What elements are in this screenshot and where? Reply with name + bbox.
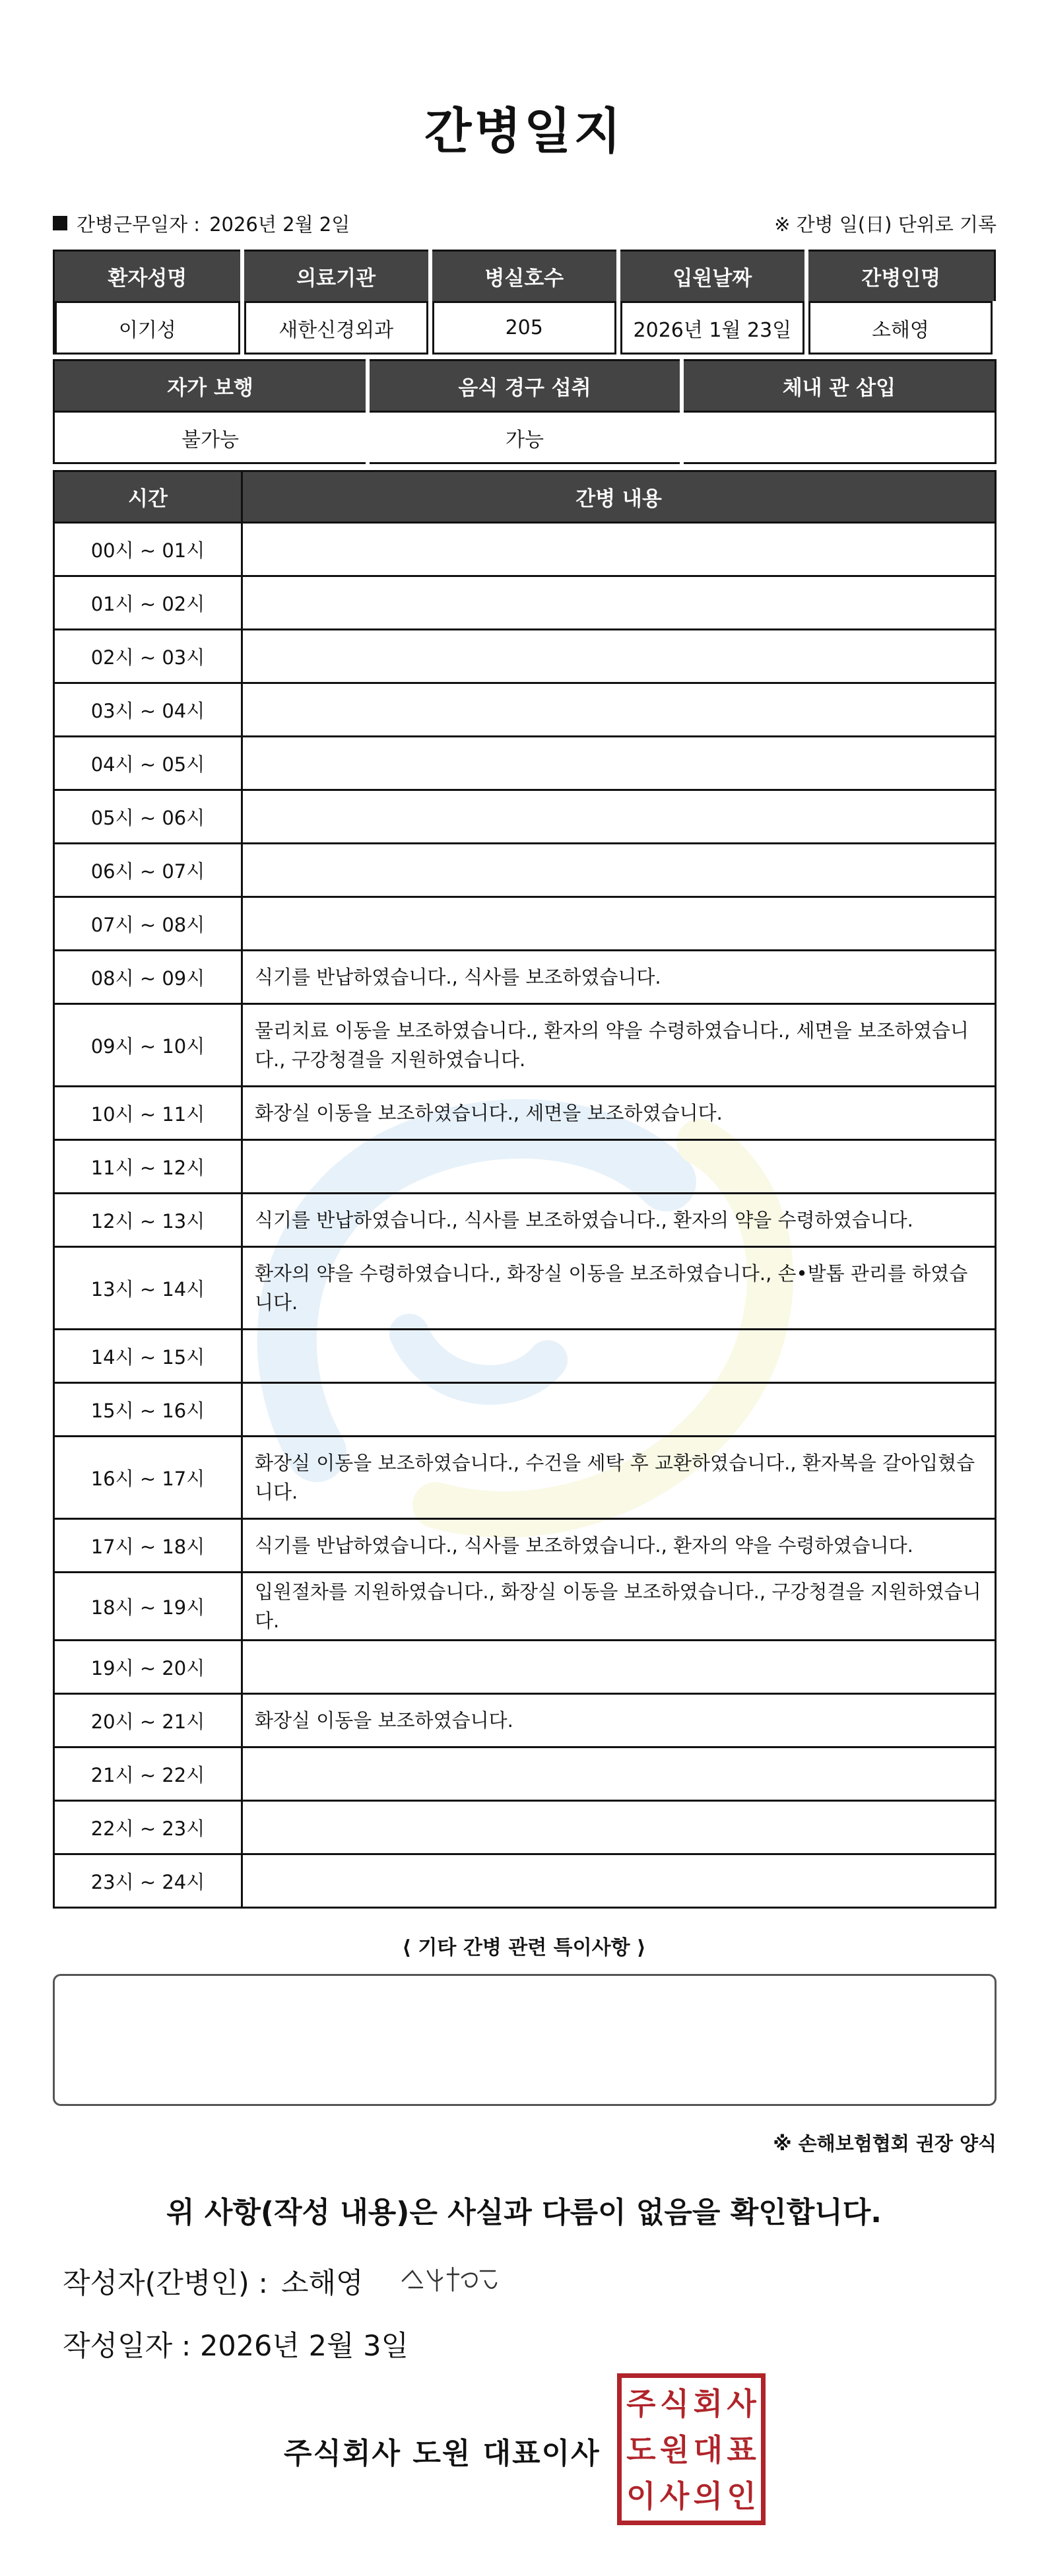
seal-char: 회 <box>693 2386 723 2422</box>
room-number: 205 <box>430 302 618 354</box>
log-content-cell: 화장실 이동을 보조하였습니다., 세면을 보조하였습니다. <box>242 1087 996 1140</box>
table-row <box>54 790 996 844</box>
header-caregiver: 간병인명 <box>806 251 995 302</box>
log-content-cell: 식기를 반납하였습니다., 식사를 보조하였습니다., 환자의 약을 수령하였습니다. <box>242 1194 996 1247</box>
work-date-value: 2026년 2월 2일 <box>209 213 350 236</box>
header-self-walking: 자가 보행 <box>54 360 368 412</box>
log-time-cell: 08시 ~ 09시 <box>54 951 242 1004</box>
seal-char: 주 <box>626 2386 656 2422</box>
writer-name: 소해영 <box>280 2267 364 2300</box>
log-time-cell: 09시 ~ 10시 <box>54 1004 242 1087</box>
header-care-content: 간병 내용 <box>242 471 996 523</box>
log-time-cell: 01시 ~ 02시 <box>54 576 242 630</box>
admission-date: 2026년 1월 23일 <box>618 302 806 354</box>
log-time-cell: 14시 ~ 15시 <box>54 1330 242 1383</box>
seal-char: 대 <box>693 2432 723 2468</box>
hospital-name: 새한신경외과 <box>242 302 430 354</box>
log-content-cell <box>242 630 996 683</box>
header-patient-name: 환자성명 <box>54 251 242 302</box>
table-row <box>54 1694 996 1747</box>
handwritten-signature <box>396 2251 502 2304</box>
table-row <box>54 630 996 683</box>
log-content-cell: 화장실 이동을 보조하였습니다. <box>242 1694 996 1747</box>
meta-row <box>53 210 997 236</box>
tube-insertion-value <box>682 412 996 463</box>
table-row <box>54 523 996 576</box>
written-date-value: 2026년 2월 3일 <box>199 2330 409 2363</box>
table-row <box>54 844 996 897</box>
log-time-cell: 20시 ~ 21시 <box>54 1694 242 1747</box>
seal-char: 사 <box>659 2478 690 2514</box>
log-content-cell: 화장실 이동을 보조하였습니다., 수건을 세탁 후 교환하였습니다., 환자복을 갈아입혔습니다. <box>242 1437 996 1519</box>
log-content-cell <box>242 683 996 737</box>
log-time-cell: 19시 ~ 20시 <box>54 1641 242 1694</box>
confirmation-text: 위 사항(작성 내용)은 사실과 다름이 없음을 확인합니다. <box>166 2196 882 2229</box>
log-time-cell: 18시 ~ 19시 <box>54 1573 242 1641</box>
table-row <box>54 737 996 790</box>
seal-char: 식 <box>659 2386 690 2422</box>
table-row <box>54 1087 996 1140</box>
patient-status-table <box>53 359 997 464</box>
table-row <box>54 576 996 630</box>
caregiver-name: 소해영 <box>806 302 995 354</box>
patient-name: 이기성 <box>54 302 242 354</box>
log-time-cell: 04시 ~ 05시 <box>54 737 242 790</box>
table-row <box>54 897 996 951</box>
log-content-cell <box>242 576 996 630</box>
document-title: 간병일지 <box>424 103 624 160</box>
log-time-cell: 21시 ~ 22시 <box>54 1747 242 1801</box>
company-seal-stamp <box>617 2373 766 2525</box>
header-oral-intake: 음식 경구 섭취 <box>368 360 682 412</box>
table-row <box>54 1140 996 1194</box>
table-row <box>54 1747 996 1801</box>
writer-label: 작성자(간병인) : <box>63 2267 268 2300</box>
header-hospital: 의료기관 <box>242 251 430 302</box>
seal-char: 의 <box>693 2478 723 2514</box>
table-row <box>54 1519 996 1573</box>
log-content-cell <box>242 1641 996 1694</box>
patient-info-table <box>53 250 997 355</box>
unit-note: ※ 간병 일(日) 단위로 기록 <box>774 213 997 236</box>
table-row <box>54 951 996 1004</box>
log-content-cell: 물리치료 이동을 보조하였습니다., 환자의 약을 수령하였습니다., 세면을 보조하였습니다., 구강청결을 지원하였습니다. <box>242 1004 996 1087</box>
seal-char: 도 <box>626 2432 656 2468</box>
log-time-cell: 12시 ~ 13시 <box>54 1194 242 1247</box>
log-content-cell <box>242 844 996 897</box>
log-time-cell: 13시 ~ 14시 <box>54 1247 242 1330</box>
header-time: 시간 <box>54 471 242 523</box>
oral-intake-value: 가능 <box>368 412 682 463</box>
log-time-cell: 23시 ~ 24시 <box>54 1854 242 1908</box>
seal-char: 이 <box>626 2478 656 2514</box>
table-row <box>54 1004 996 1087</box>
table-row <box>54 1194 996 1247</box>
square-bullet-icon <box>53 216 67 230</box>
log-time-cell: 22시 ~ 23시 <box>54 1801 242 1854</box>
self-walking-value: 불가능 <box>54 412 368 463</box>
log-time-cell: 06시 ~ 07시 <box>54 844 242 897</box>
log-content-cell <box>242 1854 996 1908</box>
log-time-cell: 00시 ~ 01시 <box>54 523 242 576</box>
seal-char: 인 <box>727 2478 756 2514</box>
table-row <box>54 1573 996 1641</box>
log-content-cell <box>242 897 996 951</box>
work-date <box>53 210 350 237</box>
header-tube-insertion: 체내 관 삽입 <box>682 360 996 412</box>
log-time-cell: 02시 ~ 03시 <box>54 630 242 683</box>
table-row <box>54 1247 996 1330</box>
log-content-cell <box>242 737 996 790</box>
care-log-table <box>53 470 997 1909</box>
log-content-cell: 식기를 반납하였습니다., 식사를 보조하였습니다., 환자의 약을 수령하였습니다. <box>242 1519 996 1573</box>
log-time-cell: 05시 ~ 06시 <box>54 790 242 844</box>
company-name: 주식회사 도원 대표이사 <box>284 2437 601 2470</box>
log-content-cell <box>242 1140 996 1194</box>
standard-form-note: ※ 손해보험협회 권장 양식 <box>773 2132 997 2155</box>
seal-char: 표 <box>727 2432 756 2468</box>
remarks-title: ⟨ 기타 간병 관련 특이사항 ⟩ <box>402 1936 646 1959</box>
log-content-cell: 식기를 반납하였습니다., 식사를 보조하였습니다. <box>242 951 996 1004</box>
log-content-cell: 입원절차를 지원하였습니다., 화장실 이동을 보조하였습니다., 구강청결을 지원하였습니다. <box>242 1573 996 1641</box>
log-time-cell: 10시 ~ 11시 <box>54 1087 242 1140</box>
seal-char: 원 <box>659 2432 690 2468</box>
log-time-cell: 11시 ~ 12시 <box>54 1140 242 1194</box>
log-time-cell: 17시 ~ 18시 <box>54 1519 242 1573</box>
log-time-cell: 07시 ~ 08시 <box>54 897 242 951</box>
table-row <box>54 1641 996 1694</box>
written-date-line <box>63 2324 409 2364</box>
header-admission-date: 입원날짜 <box>618 251 806 302</box>
table-row <box>54 683 996 737</box>
log-content-cell <box>242 523 996 576</box>
header-room: 병실호수 <box>430 251 618 302</box>
log-time-cell: 16시 ~ 17시 <box>54 1437 242 1519</box>
work-date-label: 간병근무일자 : <box>77 213 201 236</box>
seal-char: 사 <box>727 2386 756 2422</box>
written-date-label: 작성일자 : <box>63 2330 191 2363</box>
log-content-cell: 환자의 약을 수령하였습니다., 화장실 이동을 보조하였습니다., 손•발톱 관리를 하였습니다. <box>242 1247 996 1330</box>
log-content-cell <box>242 1747 996 1801</box>
table-row <box>54 1383 996 1437</box>
table-row <box>54 1330 996 1383</box>
log-content-cell <box>242 1801 996 1854</box>
log-content-cell <box>242 790 996 844</box>
log-content-cell <box>242 1330 996 1383</box>
log-time-cell: 15시 ~ 16시 <box>54 1383 242 1437</box>
log-time-cell: 03시 ~ 04시 <box>54 683 242 737</box>
table-row <box>54 1437 996 1519</box>
remarks-box <box>53 1974 997 2106</box>
writer-line <box>63 2261 364 2301</box>
log-content-cell <box>242 1383 996 1437</box>
table-row <box>54 1854 996 1908</box>
table-row <box>54 1801 996 1854</box>
